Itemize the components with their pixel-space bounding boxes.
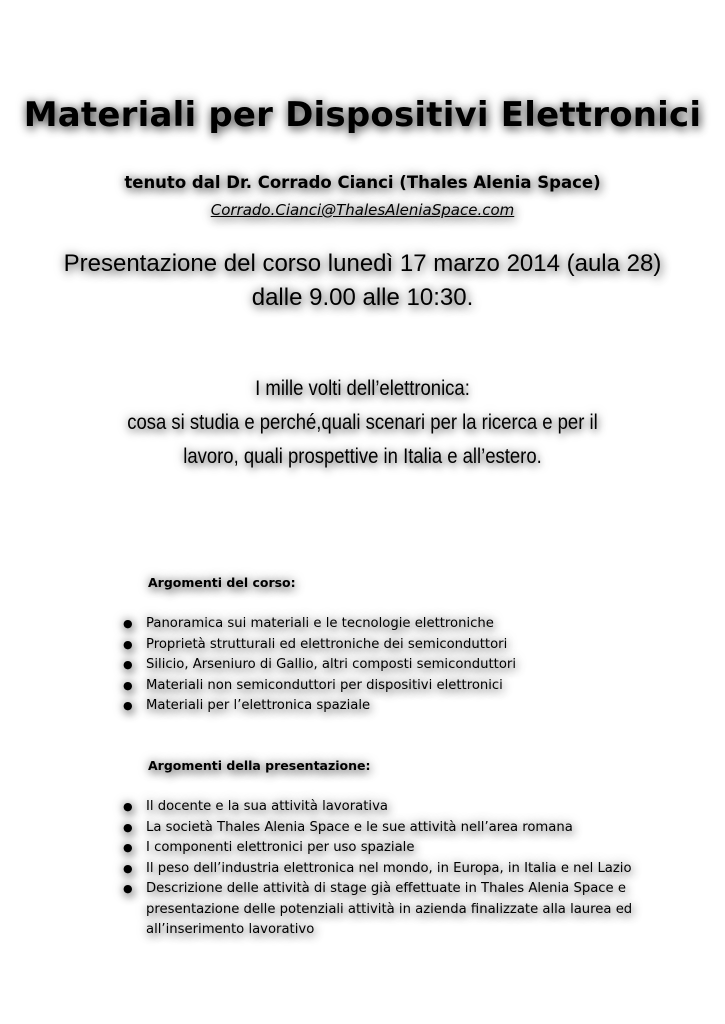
presentation-time-line: dalle 9.00 alle 10:30. xyxy=(251,284,474,311)
list-item-text: La società Thales Alenia Space e le sue attività nell’area romana xyxy=(146,819,573,835)
list-item-text: Panoramica sui materiali e le tecnologie elettroniche xyxy=(146,616,494,631)
list-item xyxy=(118,838,678,859)
list-item-text: I componenti elettronici per uso spaziale xyxy=(146,840,415,855)
presentation-date-line: Presentazione del corso lunedì 17 marzo 2014 (aula 28) xyxy=(63,250,662,277)
bullet-icon: ● xyxy=(123,800,133,813)
bullet-icon: ● xyxy=(123,699,133,712)
list-item-text: Il peso dell’industria elettronica nel mondo, in Europa, in Italia e nel Lazio xyxy=(146,860,632,876)
list-item-text: Silicio, Arseniuro di Gallio, altri composti semiconduttori xyxy=(146,657,516,672)
course-topics-heading: Argomenti del corso: xyxy=(148,575,296,590)
list-item xyxy=(118,676,678,697)
list-item xyxy=(118,655,678,676)
list-item xyxy=(118,797,678,818)
bullet-icon: ● xyxy=(123,820,133,834)
lecturer-line: tenuto dal Dr. Corrado Cianci (Thales Alenia Space) xyxy=(124,173,601,192)
list-item-text: Proprietà strutturali ed elettroniche dei semiconduttori xyxy=(146,636,508,652)
list-item xyxy=(118,614,678,635)
bullet-icon: ● xyxy=(123,861,133,875)
list-item-text: Descrizione delle attività di stage già effettuate in Thales Alenia Space e presentazione delle potenziali attività in azienda finalizzate alla laurea ed all’inserimento lavorativo xyxy=(146,881,633,937)
presentation-topics-heading: Argomenti della presentazione: xyxy=(148,758,371,773)
list-item xyxy=(118,859,678,880)
bullet-icon: ● xyxy=(123,678,133,692)
talk-theme xyxy=(44,372,682,474)
bullet-icon: ● xyxy=(123,841,133,854)
list-item xyxy=(118,818,678,839)
bullet-icon: ● xyxy=(123,658,133,671)
bullet-icon: ● xyxy=(123,637,133,651)
theme-line-2: cosa si studia e perché,quali scenari per la ricerca e per il xyxy=(127,411,598,434)
list-item-text: Materiali non semiconduttori per dispositivi elettronici xyxy=(146,677,503,693)
lecturer-email-link[interactable]: Corrado.Cianci@ThalesAleniaSpace.com xyxy=(210,201,515,219)
theme-line-3: lavoro, quali prospettive in Italia e all’estero. xyxy=(183,445,542,468)
list-item xyxy=(118,696,678,717)
bullet-icon: ● xyxy=(123,882,133,895)
list-item xyxy=(118,879,646,941)
course-topics-list xyxy=(118,614,678,717)
page-title: Materiali per Dispositivi Elettronici xyxy=(23,95,702,135)
theme-line-1: I mille volti dell’elettronica: xyxy=(255,377,470,400)
presentation-topics-list xyxy=(118,797,678,941)
presentation-info xyxy=(0,247,725,315)
list-item xyxy=(118,635,678,656)
list-item-text: Il docente e la sua attività lavorativa xyxy=(146,799,388,814)
bullet-icon: ● xyxy=(123,617,133,630)
list-item-text: Materiali per l’elettronica spaziale xyxy=(146,698,371,713)
